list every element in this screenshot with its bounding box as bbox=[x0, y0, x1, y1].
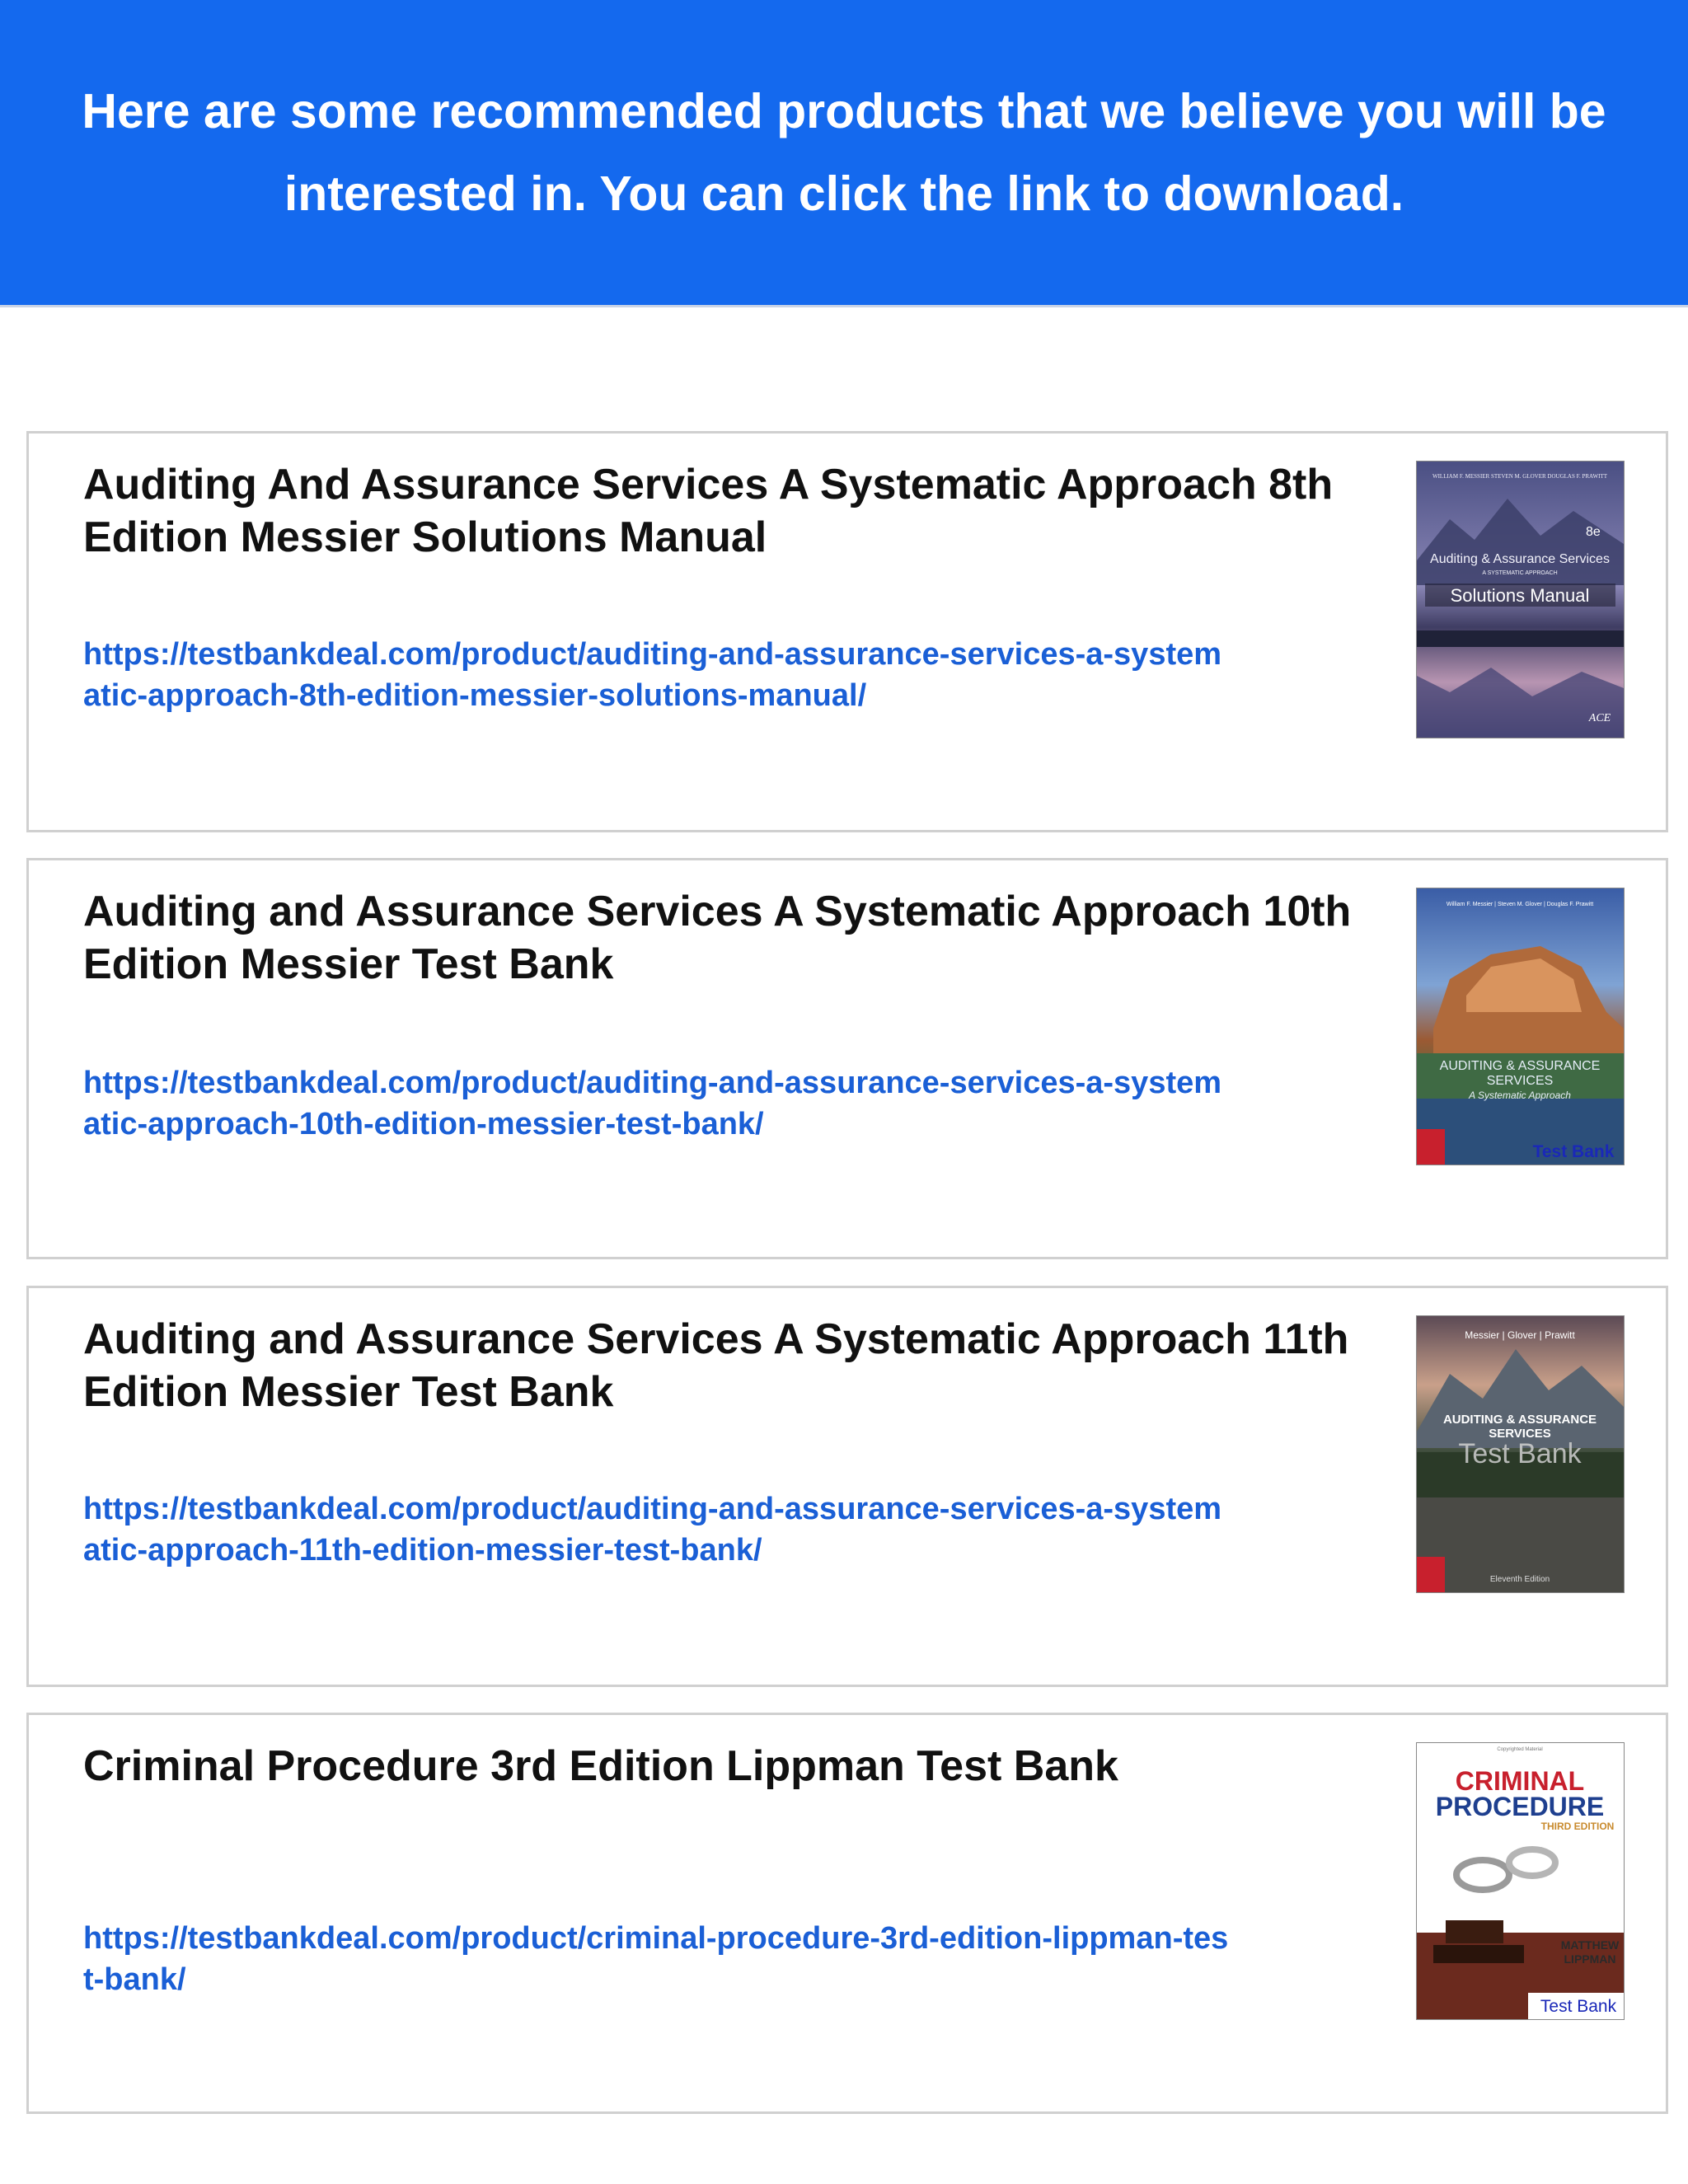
cover-author-last: LIPPMAN bbox=[1564, 1952, 1616, 1966]
cover-title-line2: SERVICES bbox=[1489, 1427, 1551, 1441]
product-download-link[interactable]: https://testbankdeal.com/product/criminal-procedure-3rd-edition-lippman-test-bank/ bbox=[83, 1921, 1229, 1997]
cover-edition: THIRD EDITION bbox=[1540, 1821, 1615, 1832]
banner-message: Here are some recommended products that we believe you will be interested in. You can click the link to download. bbox=[82, 84, 1606, 221]
product-card bbox=[26, 1713, 1668, 2114]
product-download-link[interactable]: https://testbankdeal.com/product/auditing-and-assurance-services-a-systematic-approach-10th-edition-messier-test-bank/ bbox=[83, 1066, 1222, 1141]
book-cover-10th-edition bbox=[1417, 888, 1624, 1165]
cover-title: Auditing & Assurance Services bbox=[1430, 552, 1610, 566]
cover-title-line2: PROCEDURE bbox=[1435, 1792, 1605, 1821]
publisher-logo bbox=[1417, 1129, 1445, 1165]
book-cover-solutions-manual bbox=[1417, 462, 1624, 738]
product-title: Auditing And Assurance Services A Systematic Approach 8th Edition Messier Solutions Manual bbox=[83, 461, 1334, 561]
cover-subtitle: A Systematic Approach bbox=[1469, 1090, 1571, 1101]
cover-title-line1: AUDITING & ASSURANCE bbox=[1442, 1413, 1597, 1427]
product-cover-image[interactable] bbox=[1416, 1315, 1625, 1593]
cover-badge: Test Bank bbox=[1532, 1142, 1615, 1161]
cover-edition: Eleventh Edition bbox=[1489, 1575, 1550, 1584]
cover-authors: Messier | Glover | Prawitt bbox=[1465, 1329, 1575, 1341]
book-cover-criminal-procedure bbox=[1417, 1743, 1624, 2019]
cover-badge: Solutions Manual bbox=[1450, 585, 1590, 606]
product-download-link[interactable]: https://testbankdeal.com/product/auditing-and-assurance-services-a-systematic-approach-11th-edition-messier-test-bank/ bbox=[83, 1492, 1222, 1568]
publisher-logo bbox=[1417, 1557, 1445, 1592]
product-card bbox=[26, 1286, 1668, 1687]
product-card bbox=[26, 431, 1668, 832]
product-download-link[interactable]: https://testbankdeal.com/product/auditing-and-assurance-services-a-systematic-approach-8th-edition-messier-solutions-manual/ bbox=[83, 637, 1222, 713]
cover-edition: 8e bbox=[1586, 525, 1601, 539]
cover-title-line1: AUDITING & ASSURANCE bbox=[1439, 1059, 1601, 1073]
header-banner bbox=[0, 0, 1688, 307]
cover-author-first: MATTHEW bbox=[1560, 1938, 1620, 1952]
cover-title-line2: SERVICES bbox=[1486, 1074, 1554, 1088]
product-card bbox=[26, 858, 1668, 1259]
product-title: Auditing and Assurance Services A Systematic Approach 10th Edition Messier Test Bank bbox=[83, 888, 1352, 988]
cover-publisher-logo: ACE bbox=[1588, 712, 1611, 724]
book-cover-11th-edition bbox=[1417, 1316, 1624, 1592]
cover-title-line1: CRIMINAL bbox=[1455, 1766, 1585, 1796]
product-cover-image[interactable] bbox=[1416, 461, 1625, 738]
cover-note: Copyrighted Material bbox=[1497, 1747, 1543, 1752]
product-title: Auditing and Assurance Services A Systematic Approach 11th Edition Messier Test Bank bbox=[83, 1315, 1349, 1416]
cover-badge: Test Bank bbox=[1540, 1997, 1617, 2016]
cover-authors: WILLIAM F. MESSIER STEVEN M. GLOVER DOUGLAS F. PRAWITT bbox=[1432, 473, 1608, 480]
cover-subtitle: A SYSTEMATIC APPROACH bbox=[1482, 570, 1558, 576]
gavel-icon bbox=[1446, 1920, 1503, 1943]
product-cover-image[interactable] bbox=[1416, 1742, 1625, 2020]
cover-authors: William F. Messier | Steven M. Glover | Douglas F. Prawitt bbox=[1446, 902, 1594, 907]
product-cover-image[interactable] bbox=[1416, 888, 1625, 1165]
cover-badge: Test Bank bbox=[1458, 1438, 1582, 1469]
product-title: Criminal Procedure 3rd Edition Lippman Test Bank bbox=[83, 1742, 1118, 1790]
